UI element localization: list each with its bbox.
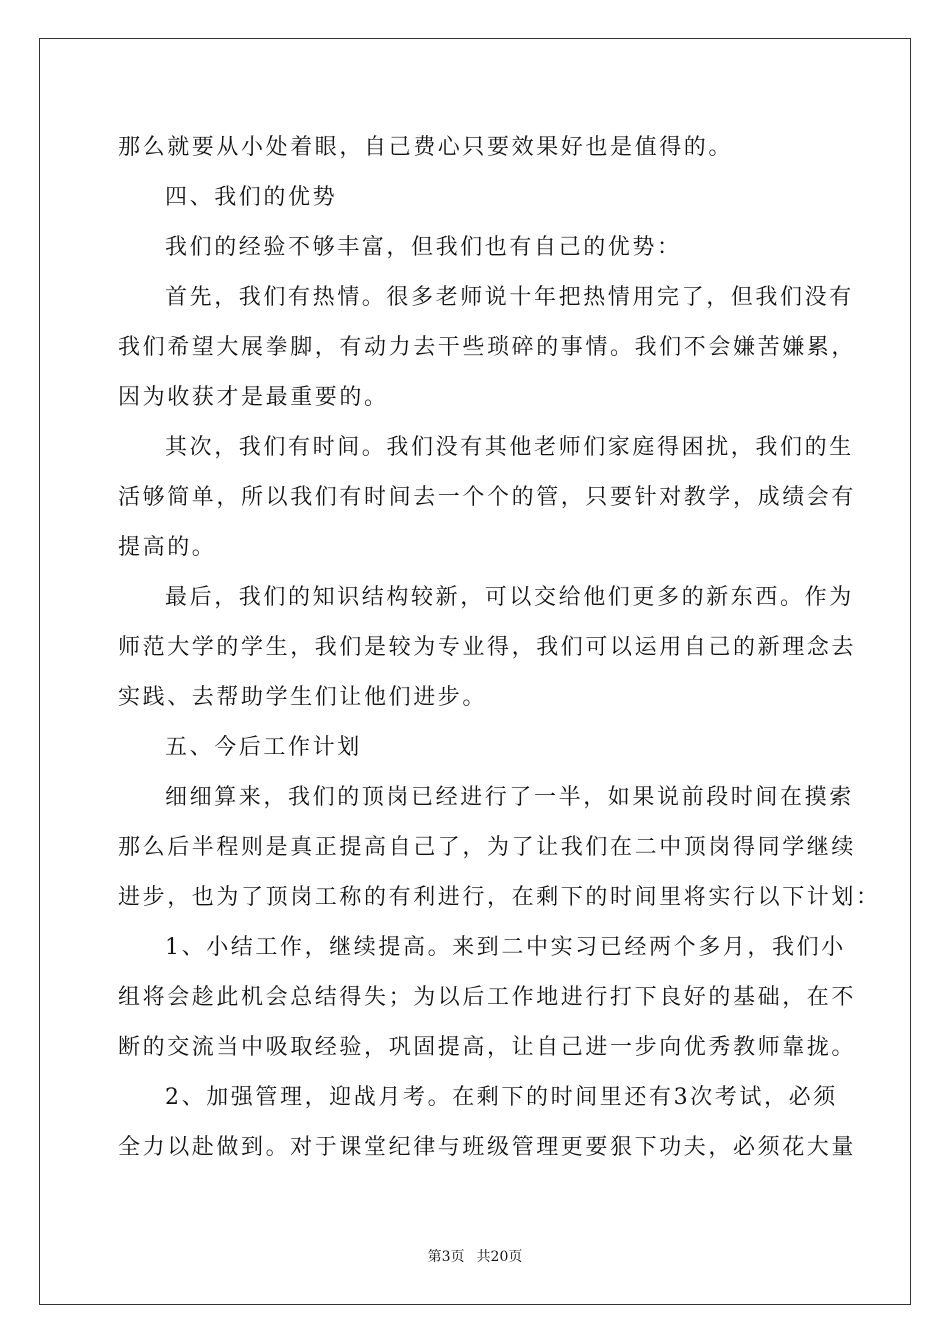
text-line-4: 首先，我们有热情。很多老师说十年把热情用完了，但我们没有 [165,285,854,310]
text-line-16: 进步，也为了顶岗工称的有利进行，在剩下的时间里将实行以下计划： [118,885,881,910]
text-line-14: 细细算来，我们的顶岗已经进行了一半，如果说前段时间在摸索 [165,785,854,810]
page-total: 共20页 [476,1249,523,1265]
text-line-11: 师范大学的学生，我们是较为专业得，我们可以运用自己的新理念去 [118,635,857,660]
page-number: 第3页 [427,1249,465,1265]
text-line-20: 2、加强管理，迎战月考。在剩下的时间里还有3次考试，必须 [165,1085,838,1110]
page-border [39,38,911,1305]
text-line-15: 那么后半程则是真正提高自己了，为了让我们在二中顶岗得同学继续 [118,835,857,860]
text-line-21: 全力以赴做到。对于课堂纪律与班级管理更要狠下功夫，必须花大量 [118,1135,857,1160]
text-line-8: 活够简单，所以我们有时间去一个个的管，只要针对教学，成绩会有 [118,485,857,510]
text-line-12: 实践、去帮助学生们让他们进步。 [118,685,488,710]
text-line-18: 组将会趁此机会总结得失；为以后工作地进行打下良好的基础，在不 [118,985,857,1010]
text-line-1: 那么就要从小处着眼，自己费心只要效果好也是值得的。 [118,135,734,160]
text-line-9: 提高的。 [118,535,217,560]
text-line-17: 1、小结工作，继续提高。来到二中实习已经两个多月，我们小 [165,935,846,960]
text-line-19: 断的交流当中吸取经验，巩固提高，让自己进一步向优秀教师靠拢。 [118,1035,857,1060]
text-line-10: 最后，我们的知识结构较新，可以交给他们更多的新东西。作为 [165,585,854,610]
text-line-3: 我们的经验不够丰富，但我们也有自己的优势： [165,235,682,260]
section-heading-plan: 五、今后工作计划 [165,735,362,760]
text-line-5: 我们希望大展拳脚，有动力去干些琐碎的事情。我们不会嫌苦嫌累， [118,335,857,360]
page-footer [0,1248,950,1266]
section-heading-advantages: 四、我们的优势 [165,185,338,210]
text-line-7: 其次，我们有时间。我们没有其他老师们家庭得困扰，我们的生 [165,435,854,460]
text-line-6: 因为收获才是最重要的。 [118,385,389,410]
